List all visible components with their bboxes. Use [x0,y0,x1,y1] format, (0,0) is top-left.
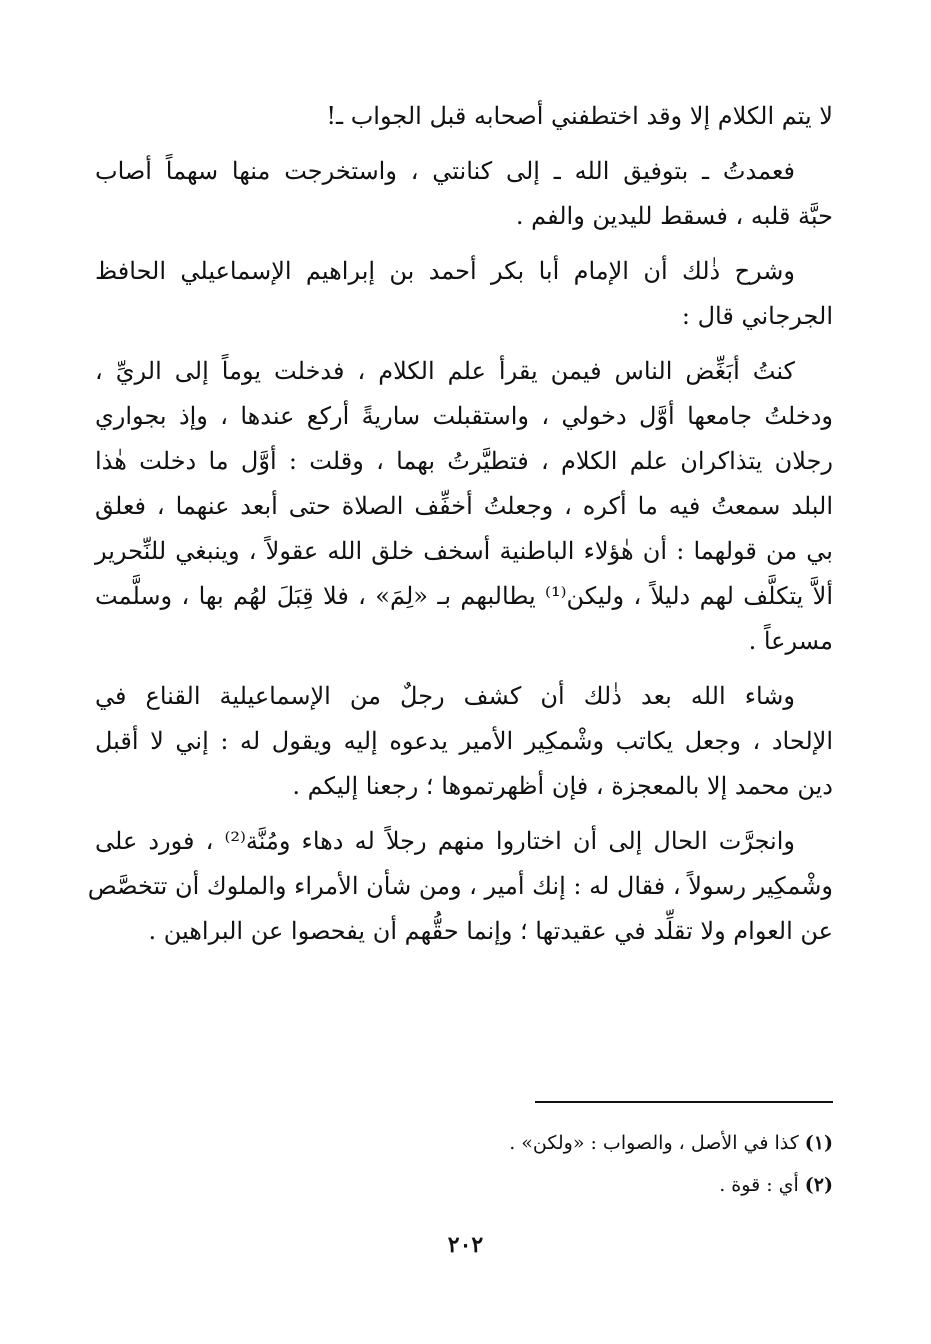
text-line: دين محمد إلا بالمعجزة ، فإن أظهرتموها ؛ رجعنا إليكم . [292,772,833,800]
footnotes [95,1122,833,1206]
text-line: كنتُ أبَغِّض الناس فيمن يقرأ علم الكلام ، فدخلت يوماً إلى الريِّ ، [95,357,795,385]
paragraph [95,349,833,664]
paragraph [95,149,833,239]
page-number: ٢٠٢ [447,1232,484,1258]
text-line: الجرجاني قال : [681,302,833,330]
footnote-number: (٢) [804,1174,833,1196]
footnote-2 [95,1164,833,1206]
text-line: مسرعاً . [748,627,833,655]
text-line: حبَّة قلبه ، فسقط لليدين والفم . [515,202,833,230]
text-line: بي من قولهما : أن هٰؤلاء الباطنية أسخف خلق الله عقولاً ، وينبغي للنِّحرير [95,537,833,565]
footnote-1 [95,1122,833,1164]
footnote-text: أي : قوة . [719,1174,799,1196]
text-line: عن العوام ولا تقلِّد في عقيدتها ؛ وإنما حقُّهم أن يفحصوا عن البراهين . [148,917,833,945]
text-line: وشاء الله بعد ذٰلك أن كشف رجلٌ من الإسماعيلية القناع في [95,682,795,710]
text-line: وشرح ذٰلك أن الإمام أبا بكر أحمد بن إبراهيم الإسماعيلي الحافظ [95,257,795,285]
text-line: الإلحاد ، وجعل يكاتب وشْمكِير الأمير يدعوه إليه ويقول له : إني لا أقبل [95,727,833,755]
footnote-separator [535,1101,833,1103]
footnote-text: كذا في الأصل ، والصواب : «ولكن» . [509,1132,799,1154]
text-line: فعمدتُ ـ بتوفيق الله ـ إلى كنانتي ، واستخرجت منها سهماً أصاب [95,157,795,185]
text-line: لا يتم الكلام إلا وقد اختطفني أصحابه قبل الجواب ـ! [326,102,833,130]
text-line: البلد سمعتُ فيه ما أكره ، وجعلتُ أخفِّف الصلاة حتى أبعد عنهما ، فعلق [95,492,833,520]
page-body [87,94,833,964]
text-line: وانجرَّت الحال إلى أن اختاروا منهم رجلاً له دهاء ومُنَّة⁽²⁾ ، فورد على [95,827,795,855]
text-line: ألاَّ يتكلَّف لهم دليلاً ، وليكن⁽¹⁾ يطالبهم بـ «لِمَ» ، فلا قِبَلَ لهُم بها ، وسلَّمت [95,582,833,610]
paragraph [95,249,833,339]
paragraph [95,674,833,809]
text-line: ودخلتُ جامعها أوَّل دخولي ، واستقبلت ساريةً أركع عندها ، وإذ بجواري [95,402,833,430]
text-line: وشْمكِير رسولاً ، فقال له : إنك أمير ، ومن شأن الأمراء والملوك أن تتخصَّص [87,872,833,900]
footnote-number: (١) [804,1132,833,1154]
paragraph [95,94,833,139]
paragraph [87,819,833,954]
text-line: رجلان يتذاكران علم الكلام ، فتطيَّرتُ بهما ، وقلت : أوَّل ما دخلت هٰذا [95,447,833,475]
